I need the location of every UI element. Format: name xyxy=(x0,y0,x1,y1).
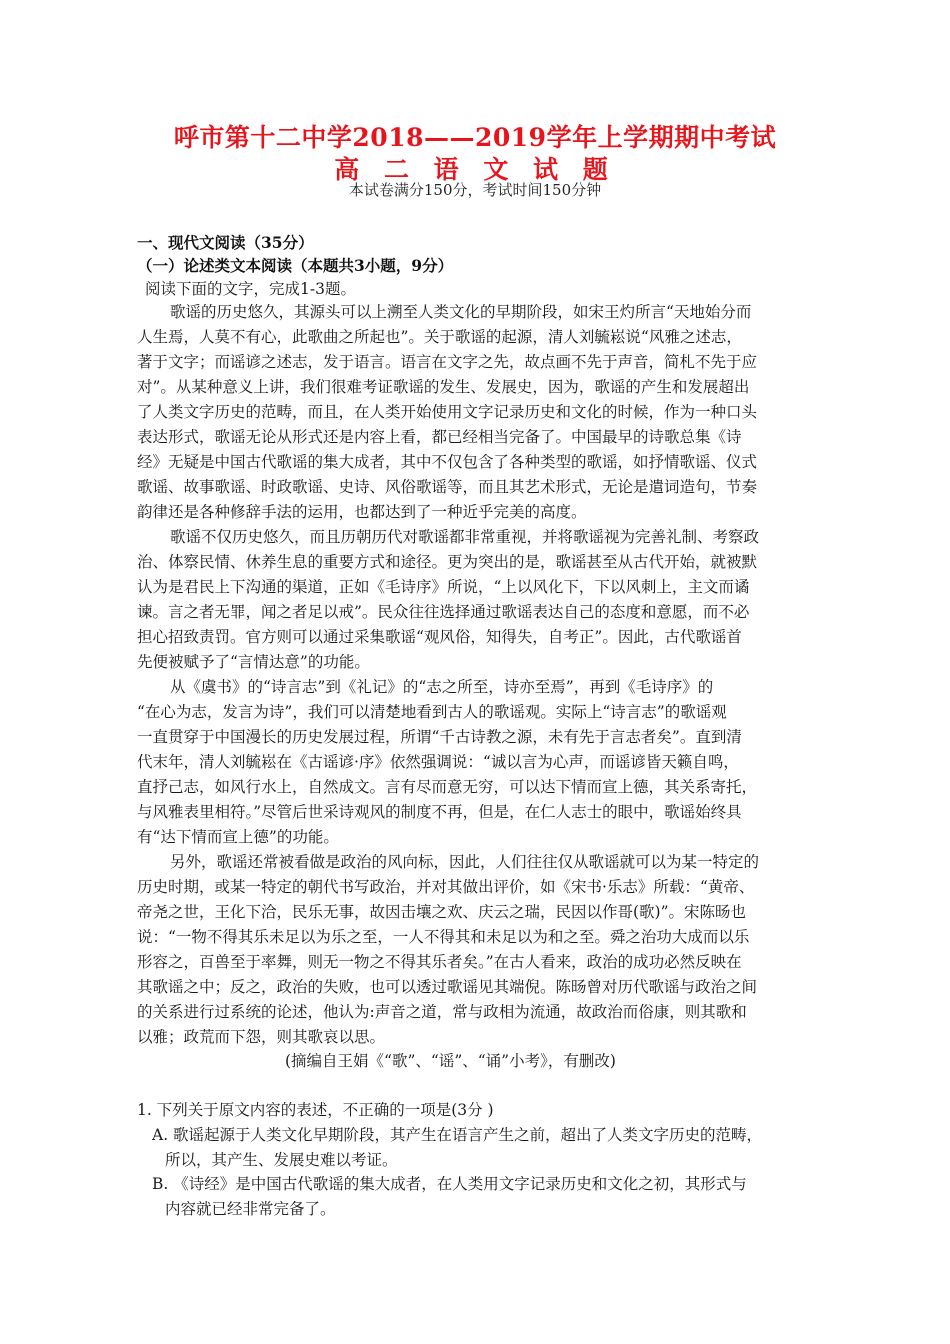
passage-line: 形容之，百兽至于率舞，则无一物之不得其乐者矣。”在古人看来，政治的成功必然反映在 xyxy=(137,953,742,971)
section-heading: 一、现代文阅读（35分） xyxy=(137,233,314,252)
exam-subject-title: 高 二 语 文 试 题 xyxy=(334,155,616,184)
passage-line: 说：“一物不得其乐未足以为乐之至，一人不得其和未足以为和之至。舜之治功大成而以乐 xyxy=(137,928,750,946)
passage-line: 另外，歌谣还常被看做是政治的风向标，因此，人们往往仅从歌谣就可以为某一特定的 xyxy=(170,853,760,871)
passage-line: “在心为志，发言为诗”，我们可以清楚地看到古人的歌谣观。实际上“诗言志”的歌谣观 xyxy=(137,703,727,721)
passage-line: 谏。言之者无罪，闻之者足以戒”。民众往往选择通过歌谣表达自己的态度和意愿，而不必 xyxy=(137,603,750,621)
exam-title: 呼市第十二中学2018——2019学年上学期期中考试 xyxy=(173,123,777,152)
exam-info: 本试卷满分150分，考试时间150分钟 xyxy=(348,181,602,199)
passage-line: 代末年，清人刘毓崧在《古谣谚·序》依然强调说：“诚以言为心声，而谣谚皆天籁自鸣， xyxy=(137,753,739,771)
passage-line: 其歌谣之中；反之，政治的失败，也可以透过歌谣见其端倪。陈旸曾对历代歌谣与政治之间 xyxy=(137,978,758,996)
passage-line: 歌谣不仅历史悠久，而且历朝历代对歌谣都非常重视，并将歌谣视为完善礼制、考察政 xyxy=(170,528,760,546)
passage-line: 经》无疑是中国古代歌谣的集大成者，其中不仅包含了各种类型的歌谣，如抒情歌谣、仪式 xyxy=(137,453,758,471)
question-1-option-b: B. 《诗经》是中国古代歌谣的集大成者，在人类用文字记录历史和文化之初，其形式与 xyxy=(152,1175,747,1193)
passage-line: 以雅；政荒而下怨，则其歌哀以思。 xyxy=(137,1028,386,1046)
passage-source: (摘编自王娟《“歌”、“谣”、“诵”小考》，有删改) xyxy=(285,1052,616,1070)
passage-line: 担心招致责罚。官方则可以通过采集歌谣“观风俗，知得失，自考正”。因此，古代歌谣首 xyxy=(137,628,742,646)
passage-line: 认为是君民上下沟通的渠道，正如《毛诗序》所说，“上以风化下，下以风刺上，主文而谲 xyxy=(137,578,750,596)
reading-instruction: 阅读下面的文字，完成1-3题。 xyxy=(145,280,356,298)
passage-line: 治、体察民情、休养生息的重要方式和途径。更为突出的是，歌谣甚至从古代开始，就被默 xyxy=(137,553,758,571)
passage-line: 表达形式，歌谣无论从形式还是内容上看，都已经相当完备了。中国最早的诗歌总集《诗 xyxy=(137,428,742,446)
passage-line: 历史时期，或某一特定的朝代书写政治，并对其做出评价，如《宋书·乐志》所载：“黄帝、 xyxy=(137,878,755,896)
passage-line: 了人类文字历史的范畴，而且，在人类开始使用文字记录历史和文化的时候，作为一种口头 xyxy=(137,403,758,421)
question-1-option-a-cont: 所以，其产生、发展史难以考证。 xyxy=(165,1151,398,1169)
passage-line: 一直贯穿于中国漫长的历史发展过程，所谓“千古诗教之源，未有先于言志者矣”。直到清 xyxy=(137,728,742,746)
passage-line: 与风雅表里相符。”尽管后世采诗观风的制度不再，但是，在仁人志士的眼中，歌谣始终具 xyxy=(137,803,742,821)
question-1-option-a: A. 歌谣起源于人类文化早期阶段，其产生在语言产生之前，超出了人类文字历史的范畴， xyxy=(152,1126,763,1144)
passage-line: 著于文字；而谣谚之述志，发于语言。语言在文字之先，故点画不先于声音，简札不先于应 xyxy=(137,353,758,371)
passage-line: 的关系进行过系统的论述，他认为:声音之道，常与政相为流通，故政治而俗康，则其歌和 xyxy=(137,1003,747,1021)
passage-line: 从《虞书》的“诗言志”到《礼记》的“志之所至，诗亦至焉”，再到《毛诗序》的 xyxy=(170,678,714,696)
passage-line: 歌谣、故事歌谣、时政歌谣、史诗、风俗歌谣等，而且其艺术形式，无论是遣词造句，节奏 xyxy=(137,478,758,496)
passage-line: 有“达下情而宣上德”的功能。 xyxy=(137,828,339,846)
passage-line: 歌谣的历史悠久，其源头可以上溯至人类文化的早期阶段，如宋王灼所言“天地始分而 xyxy=(170,303,752,321)
passage-line: 直抒己志，如风行水上，自然成文。言有尽而意无穷，可以达下情而宣上德，其关系寄托， xyxy=(137,778,758,796)
passage-line: 帝尧之世，王化下洽，民乐无事，故因击壤之欢、庆云之瑞，民因以作哥(歌)”。宋陈旸也 xyxy=(137,903,747,921)
passage-line: 对”。从某种意义上讲，我们很难考证歌谣的发生、发展史，因为，歌谣的产生和发展超出 xyxy=(137,378,750,396)
section-subheading: （一）论述类文本阅读（本题共3小题，9分） xyxy=(137,256,454,275)
passage-line: 韵律还是各种修辞手法的运用，也都达到了一种近乎完美的高度。 xyxy=(137,503,587,521)
passage-line: 先便被赋予了“言情达意”的功能。 xyxy=(137,653,370,671)
passage-line: 人生焉，人莫不有心，此歌曲之所起也”。关于歌谣的起源，清人刘毓崧说“风雅之述志， xyxy=(137,328,742,346)
question-1-stem: 1. 下列关于原文内容的表述，不正确的一项是(3分 ) xyxy=(137,1101,494,1119)
question-1-option-b-cont: 内容就已经非常完备了。 xyxy=(165,1200,336,1218)
